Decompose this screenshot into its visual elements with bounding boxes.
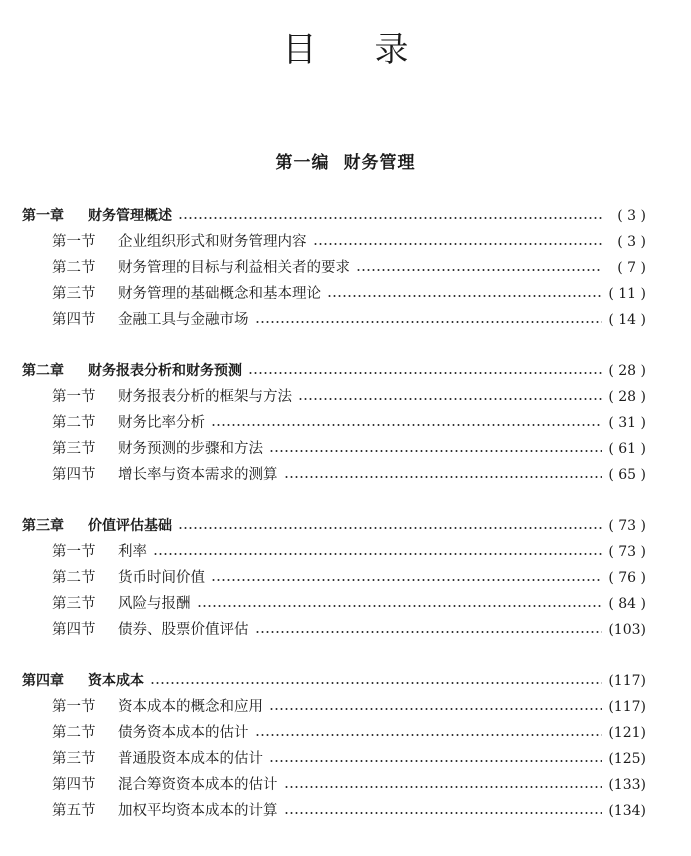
toc-entry-number: 第四节: [52, 777, 96, 793]
dot-leader: [150, 682, 602, 684]
dot-leader: [356, 269, 602, 271]
toc-entry-title: 混合筹资资本成本的估计: [118, 777, 278, 793]
toc-entry-title: 风险与报酬: [118, 596, 191, 612]
toc-entry-number: 第二节: [52, 725, 96, 741]
toc-entry-title: 加权平均资本成本的计算: [118, 803, 278, 819]
toc-entry-page: ( 65 ): [608, 467, 646, 483]
dot-leader: [284, 476, 603, 478]
toc-entry-page: (133): [608, 777, 646, 793]
toc-entry-number: 第三节: [52, 286, 96, 302]
dot-leader: [178, 527, 602, 529]
toc-entry-number: 第四节: [52, 467, 96, 483]
toc-entry-title: 财务预测的步骤和方法: [118, 441, 263, 457]
dot-leader: [313, 243, 603, 245]
toc-entry-number: 第一节: [52, 544, 96, 560]
toc-entry-page: ( 31 ): [608, 415, 646, 431]
toc-entry-title: 普通股资本成本的估计: [118, 751, 263, 767]
toc-entry-page: (121): [608, 725, 646, 741]
dot-leader: [178, 217, 602, 219]
toc-chapter-entry[interactable]: [22, 669, 646, 693]
toc-entry-title: 财务报表分析的框架与方法: [118, 389, 292, 405]
dot-leader: [255, 631, 603, 633]
dot-leader: [211, 424, 602, 426]
toc-section-entry[interactable]: [52, 437, 646, 461]
toc-entry-number: 第四节: [52, 312, 96, 328]
toc-entry-title: 利率: [118, 544, 147, 560]
toc-entry-page: ( 73 ): [608, 518, 646, 534]
toc-entry-number: 第一节: [52, 389, 96, 405]
toc-entry-page: (117): [608, 673, 646, 689]
toc-section-entry[interactable]: [52, 566, 646, 590]
toc-entry-title: 财务报表分析和财务预测: [88, 363, 242, 379]
toc-chapter-entry[interactable]: [22, 204, 646, 228]
toc-entry-number: 第四章: [22, 673, 64, 689]
toc-entry-title: 资本成本: [88, 673, 144, 689]
toc-entry-title: 资本成本的概念和应用: [118, 699, 263, 715]
toc-entry-page: ( 73 ): [608, 544, 646, 560]
toc-chapter-entry[interactable]: [22, 514, 646, 538]
toc-entry-page: (103): [608, 622, 646, 638]
toc-section-entry[interactable]: [52, 308, 646, 332]
toc-entry-title: 财务管理的目标与利益相关者的要求: [118, 260, 350, 276]
toc-entry-page: (134): [608, 803, 646, 819]
dot-leader: [211, 579, 602, 581]
toc-entry-title: 价值评估基础: [88, 518, 172, 534]
part-number: 第一编: [275, 153, 330, 173]
toc-section-entry[interactable]: [52, 773, 646, 797]
toc-entry-title: 财务管理概述: [88, 208, 172, 224]
page-title-char-2: 录: [374, 30, 409, 70]
toc-entry-number: 第三章: [22, 518, 64, 534]
dot-leader: [269, 708, 602, 710]
toc-entry-page: (117): [608, 699, 646, 715]
toc-entry-page: ( 28 ): [608, 363, 646, 379]
dot-leader: [197, 605, 603, 607]
toc-entry-title: 债券、股票价值评估: [118, 622, 249, 638]
toc-section-entry[interactable]: [52, 747, 646, 771]
toc-entry-title: 企业组织形式和财务管理内容: [118, 234, 307, 250]
toc-entry-title: 财务管理的基础概念和基本理论: [118, 286, 321, 302]
toc-entry-number: 第一节: [52, 699, 96, 715]
toc-entry-title: 财务比率分析: [118, 415, 205, 431]
dot-leader: [269, 450, 602, 452]
toc-entry-page: ( 3 ): [617, 208, 646, 224]
toc-section-entry[interactable]: [52, 618, 646, 642]
toc-section-entry[interactable]: [52, 721, 646, 745]
toc-entry-page: ( 84 ): [608, 596, 646, 612]
page-title-char-1: 目: [282, 30, 317, 70]
dot-leader: [269, 760, 602, 762]
dot-leader: [248, 372, 602, 374]
toc-entry-page: ( 14 ): [608, 312, 646, 328]
toc-entry-number: 第五节: [52, 803, 96, 819]
toc-entry-title: 债务资本成本的估计: [118, 725, 249, 741]
toc-entry-number: 第四节: [52, 622, 96, 638]
toc-entry-title: 金融工具与金融市场: [118, 312, 249, 328]
toc-entry-number: 第三节: [52, 751, 96, 767]
toc-entry-page: ( 3 ): [617, 234, 646, 250]
toc-section-entry[interactable]: [52, 592, 646, 616]
toc-entry-number: 第二章: [22, 363, 64, 379]
toc-entry-page: ( 7 ): [617, 260, 646, 276]
toc-section-entry[interactable]: [52, 230, 646, 254]
dot-leader: [255, 321, 603, 323]
toc-entry-number: 第三节: [52, 596, 96, 612]
toc-entry-number: 第三节: [52, 441, 96, 457]
toc-entry-page: ( 61 ): [608, 441, 646, 457]
toc-entry-number: 第二节: [52, 570, 96, 586]
toc-chapter-entry[interactable]: [22, 359, 646, 383]
toc-entry-page: (125): [608, 751, 646, 767]
toc-section-entry[interactable]: [52, 540, 646, 564]
part-name: 财务管理: [343, 153, 416, 173]
toc-entry-number: 第一章: [22, 208, 64, 224]
toc-section-entry[interactable]: [52, 695, 646, 719]
toc-entry-page: ( 11 ): [608, 286, 646, 302]
toc-entry-number: 第一节: [52, 234, 96, 250]
toc-section-entry[interactable]: [52, 256, 646, 280]
toc-entry-number: 第二节: [52, 415, 96, 431]
dot-leader: [298, 398, 602, 400]
dot-leader: [284, 786, 603, 788]
toc-entry-page: ( 28 ): [608, 389, 646, 405]
toc-entry-title: 货币时间价值: [118, 570, 205, 586]
toc-entry-title: 增长率与资本需求的测算: [118, 467, 278, 483]
toc-section-entry[interactable]: [52, 282, 646, 306]
dot-leader: [153, 553, 602, 555]
toc-section-entry[interactable]: [52, 799, 646, 823]
dot-leader: [255, 734, 603, 736]
dot-leader: [284, 812, 603, 814]
dot-leader: [327, 295, 602, 297]
toc-entry-number: 第二节: [52, 260, 96, 276]
toc-entry-page: ( 76 ): [608, 570, 646, 586]
toc-section-entry[interactable]: [52, 385, 646, 409]
toc-section-entry[interactable]: [52, 411, 646, 435]
toc-section-entry[interactable]: [52, 463, 646, 487]
